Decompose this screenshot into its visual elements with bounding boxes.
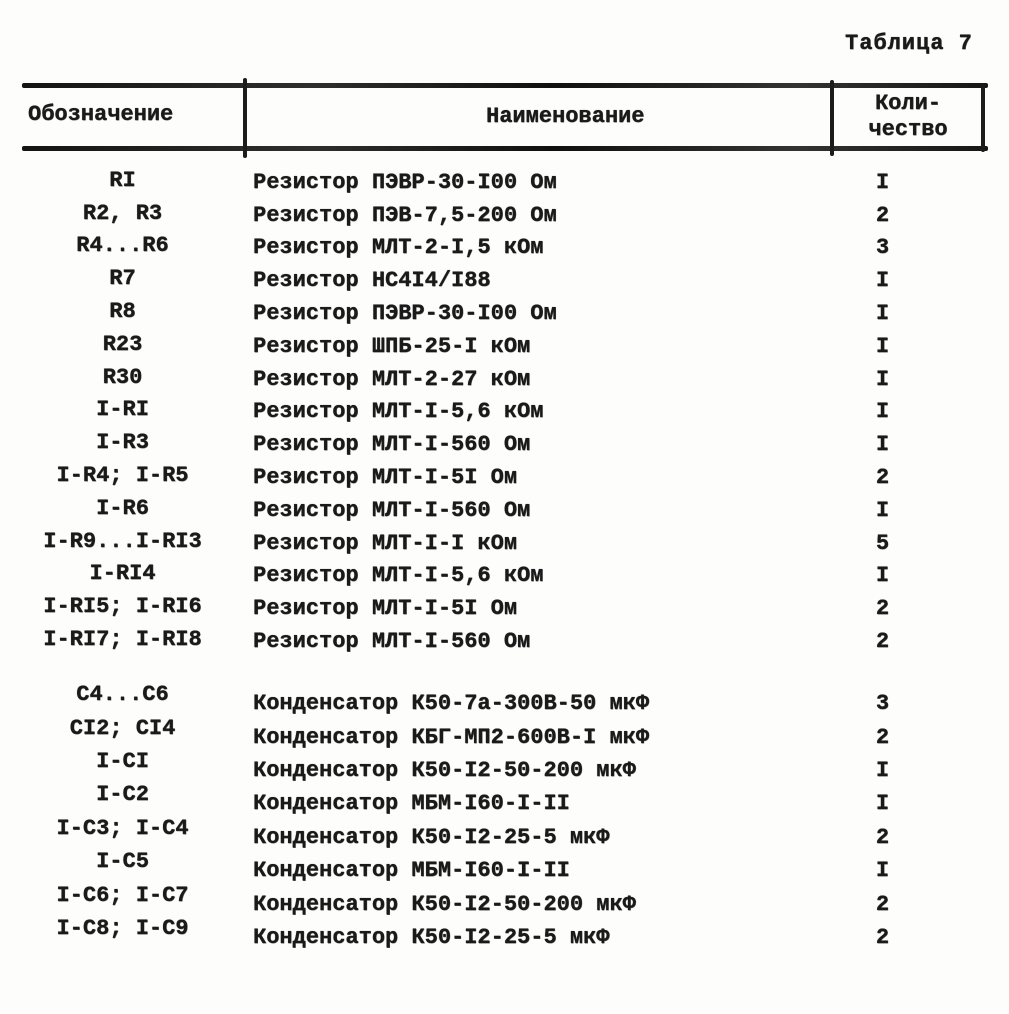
table-row [0, 592, 1009, 625]
table-row [0, 396, 1009, 429]
quantity-cell: I [875, 858, 890, 884]
table-row [0, 166, 1009, 199]
designation-cell: CI2; CI4 [69, 715, 176, 741]
designation-cell: I-C5 [96, 849, 149, 875]
name-cell: Резистор МЛТ-I-560 Ом [253, 629, 531, 655]
column-header-name: Наименование [486, 104, 645, 129]
designation-cell: I-RI4 [89, 561, 156, 587]
name-cell: Конденсатор К50-I2-25-5 мкФ [253, 824, 610, 850]
name-cell: Резистор МЛТ-I-5,6 кОм [253, 563, 544, 589]
quantity-cell: 2 [875, 202, 890, 228]
quantity-cell: 2 [875, 596, 890, 622]
quantity-cell: I [875, 169, 890, 195]
designation-cell: I-RI [96, 397, 149, 423]
table-row [0, 494, 1009, 527]
name-cell: Резистор МЛТ-I-560 Ом [253, 432, 531, 458]
table-row [0, 264, 1009, 297]
name-cell: Конденсатор К50-I2-50-200 мкФ [253, 757, 636, 783]
table-row [0, 527, 1009, 560]
designation-cell: I-C2 [96, 782, 149, 808]
name-cell: Конденсатор К50-7а-300В-50 мкФ [253, 691, 650, 717]
name-cell: Резистор ПЭВР-30-I00 Ом [253, 301, 557, 327]
name-cell: Резистор МЛТ-I-560 Ом [253, 497, 531, 523]
column-header-quantity [833, 91, 983, 143]
quantity-cell: 2 [875, 629, 890, 655]
column-header-designation: Обозначение [28, 102, 174, 127]
table-top-rule [22, 83, 988, 88]
name-cell: Конденсатор К50-I2-50-200 мкФ [253, 891, 636, 917]
table-row [0, 297, 1009, 330]
name-cell: Резистор МЛТ-I-5,6 кОм [253, 399, 544, 425]
quantity-cell: I [875, 333, 890, 359]
designation-cell: I-RI5; I-RI6 [43, 594, 202, 620]
designation-cell: RI [109, 167, 136, 193]
table-row [0, 560, 1009, 593]
quantity-cell: I [875, 791, 890, 817]
column-header-quantity-line2: чество [868, 117, 948, 142]
designation-cell: I-C8; I-C9 [56, 915, 189, 941]
name-cell: Резистор МЛТ-I-I кОм [253, 530, 518, 556]
quantity-cell: 3 [875, 691, 890, 717]
designation-cell: I-R9...I-RI3 [43, 528, 202, 554]
name-cell: Конденсатор МБМ-I60-I-II [253, 791, 570, 817]
designation-cell: I-R3 [96, 430, 149, 456]
table-row [0, 915, 1009, 954]
resistor-rows-section [0, 166, 1009, 658]
name-cell: Резистор МЛТ-I-5I Ом [253, 596, 518, 622]
quantity-cell: I [875, 563, 890, 589]
quantity-cell: I [875, 497, 890, 523]
table-header-bottom-rule [22, 146, 988, 151]
designation-cell: R4...R6 [76, 233, 169, 259]
table-row [0, 363, 1009, 396]
table-row [0, 461, 1009, 494]
designation-cell: I-C3; I-C4 [56, 815, 189, 841]
designation-cell: R2, R3 [82, 200, 163, 226]
designation-cell: I-RI7; I-RI8 [43, 627, 202, 653]
designation-cell: R30 [102, 364, 143, 390]
name-cell: Резистор МЛТ-I-5I Ом [253, 465, 518, 491]
quantity-cell: 2 [875, 465, 890, 491]
quantity-cell: I [875, 268, 890, 294]
name-cell: Конденсатор К50-I2-25-5 мкФ [253, 924, 610, 950]
quantity-cell: 2 [875, 924, 890, 950]
column-header-quantity-line1: Коли- [874, 91, 941, 116]
header-divider-left [243, 78, 247, 158]
quantity-cell: 3 [875, 235, 890, 261]
name-cell: Резистор ПЭВ-7,5-200 Ом [253, 202, 557, 228]
table-row [0, 199, 1009, 232]
quantity-cell: I [875, 399, 890, 425]
designation-cell: R7 [109, 266, 136, 292]
designation-cell: I-R6 [96, 495, 149, 521]
table-row [0, 232, 1009, 265]
quantity-cell: 2 [875, 824, 890, 850]
quantity-cell: 2 [875, 891, 890, 917]
name-cell: Резистор ПЭВР-30-I00 Ом [253, 169, 557, 195]
designation-cell: R8 [109, 299, 136, 325]
table-row [0, 625, 1009, 658]
name-cell: Резистор МЛТ-2-I,5 кОм [253, 235, 544, 261]
quantity-cell: I [875, 301, 890, 327]
designation-cell: I-R4; I-R5 [56, 463, 189, 489]
name-cell: Резистор МЛТ-2-27 кОм [253, 366, 531, 392]
capacitor-rows-section [0, 682, 1009, 954]
table-row [0, 330, 1009, 363]
table-caption: Таблица 7 [845, 31, 973, 56]
designation-cell: I-CI [96, 748, 149, 774]
quantity-cell: I [875, 366, 890, 392]
table-row [0, 428, 1009, 461]
quantity-cell: I [875, 757, 890, 783]
designation-cell: R23 [102, 331, 143, 357]
name-cell: Резистор ШПБ-25-I кОм [253, 333, 531, 359]
quantity-cell: I [875, 432, 890, 458]
designation-cell: I-C6; I-C7 [56, 882, 189, 908]
name-cell: Конденсатор КБГ-МП2-600В-I мкФ [253, 724, 650, 750]
quantity-cell: 5 [875, 530, 890, 556]
designation-cell: C4...C6 [76, 682, 169, 708]
name-cell: Конденсатор МБМ-I60-I-II [253, 858, 570, 884]
name-cell: Резистор НС4I4/I88 [253, 268, 491, 294]
quantity-cell: 2 [875, 724, 890, 750]
